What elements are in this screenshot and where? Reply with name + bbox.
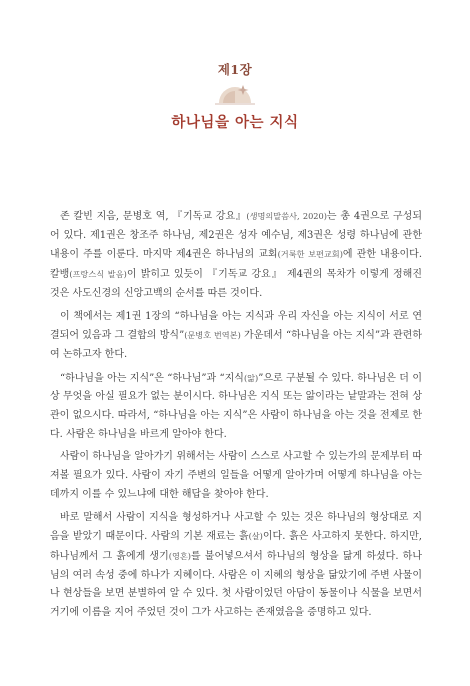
paragraph-annotation: (문병호 번역본) — [184, 330, 241, 341]
paragraph-text: 바로 말해서 사람이 지식을 형성하거나 사고할 수 있는 것은 하나님의 형상대로 지음을 받았기 때문이다. 사람의 기본 재료는 흙 — [50, 511, 422, 543]
paragraph-text: 이다. 흙은 사고하지 못한다. 하지만, 하나님께서 그 흙에게 생기 — [50, 531, 422, 562]
sunrise-dome-icon — [209, 81, 261, 107]
paragraph-annotation: (거룩한 보편교회) — [277, 249, 343, 260]
chapter-title: 하나님을 아는 지식 — [171, 115, 299, 131]
paragraph — [50, 308, 422, 365]
paragraph-annotation: (프랑스식 발음) — [69, 269, 127, 280]
paragraph-text: 를 불어넣으셔서 하나님의 형상을 닮게 하셨다. 하나님의 여러 속성 중에 하나가 지혜이다. 사람은 이 지혜의 형상을 닮았기에 주변 사물이나 현상들을 보면 분별하여 알 수 있다. 첫 사람이었던 아담이 동물이나 식물을 보면서 거기에 이름을 지어 주었던 것이 그가 사고하는 존재였음을 증명하고 있다. — [50, 550, 422, 619]
chapter-header — [0, 60, 470, 132]
paragraph-text: 이 밝히고 있듯이 『기독교 강요』 제4권의 목차가 이렇게 정해진 것은 사도신경의 신앙고백의 순서를 따른 것이다. — [50, 269, 422, 299]
paragraph-text: 존 칼빈 지음, 문병호 역, 『기독교 강요』 — [60, 211, 247, 222]
paragraph-text: 가운데서 “하나님을 아는 지식”과 관련하여 논하고자 한다. — [50, 330, 422, 360]
paragraph — [50, 369, 422, 445]
chapter-label: 제1장 — [217, 62, 253, 77]
paragraph-text: 에 관한 내용이다. 칼뱅 — [50, 249, 423, 281]
paragraph-text: ”으로 구분될 수 있다. 하나님은 더 이상 무엇을 아실 필요가 없는 분이시다. 하나님은 지식 또는 앎이라는 낱말과는 전혀 상관이 없으시다. 따라서, “하나님을 아는 지식”은 사람이 하나님을 아는 것을 전제로 한다. 사람은 하나님을 바르게 알아야 한다. — [50, 372, 422, 440]
paragraph — [50, 509, 422, 623]
paragraph — [50, 207, 422, 304]
paragraph-annotation: (영혼) — [168, 550, 191, 561]
paragraph-annotation: (살) — [248, 531, 263, 542]
paragraph-text: 이 책에서는 제1권 1장의 “하나님을 아는 지식과 우리 자신을 아는 지식이 서로 연결되어 있음과 그 결합의 방식” — [50, 310, 422, 342]
paragraph-annotation: (앎) — [243, 372, 259, 383]
paragraph-annotation: (생명의말씀사, 2020) — [246, 211, 327, 221]
paragraph — [50, 448, 422, 504]
paragraph-text: “하나님을 아는 지식”은 “하나님”과 “지식 — [60, 372, 244, 384]
body-text — [50, 207, 422, 627]
paragraph-text: 는 총 4권으로 구성되어 있다. 제1권은 창조주 하나님, 제2권은 성자 예수님, 제3권은 성령 하나님에 관한 내용이 주를 이룬다. 마지막 제4권은 하나님의 교회 — [50, 211, 423, 261]
paragraph-text: 사람이 하나님을 알아가기 위해서는 사람이 스스로 사고할 수 있는가의 문제부터 따져볼 필요가 있다. 사람이 자기 주변의 일들을 어떻게 알아가며 어떻게 하나님을 아는 데까지 이를 수 있느냐에 대한 해답을 찾아야 한다. — [50, 451, 422, 500]
